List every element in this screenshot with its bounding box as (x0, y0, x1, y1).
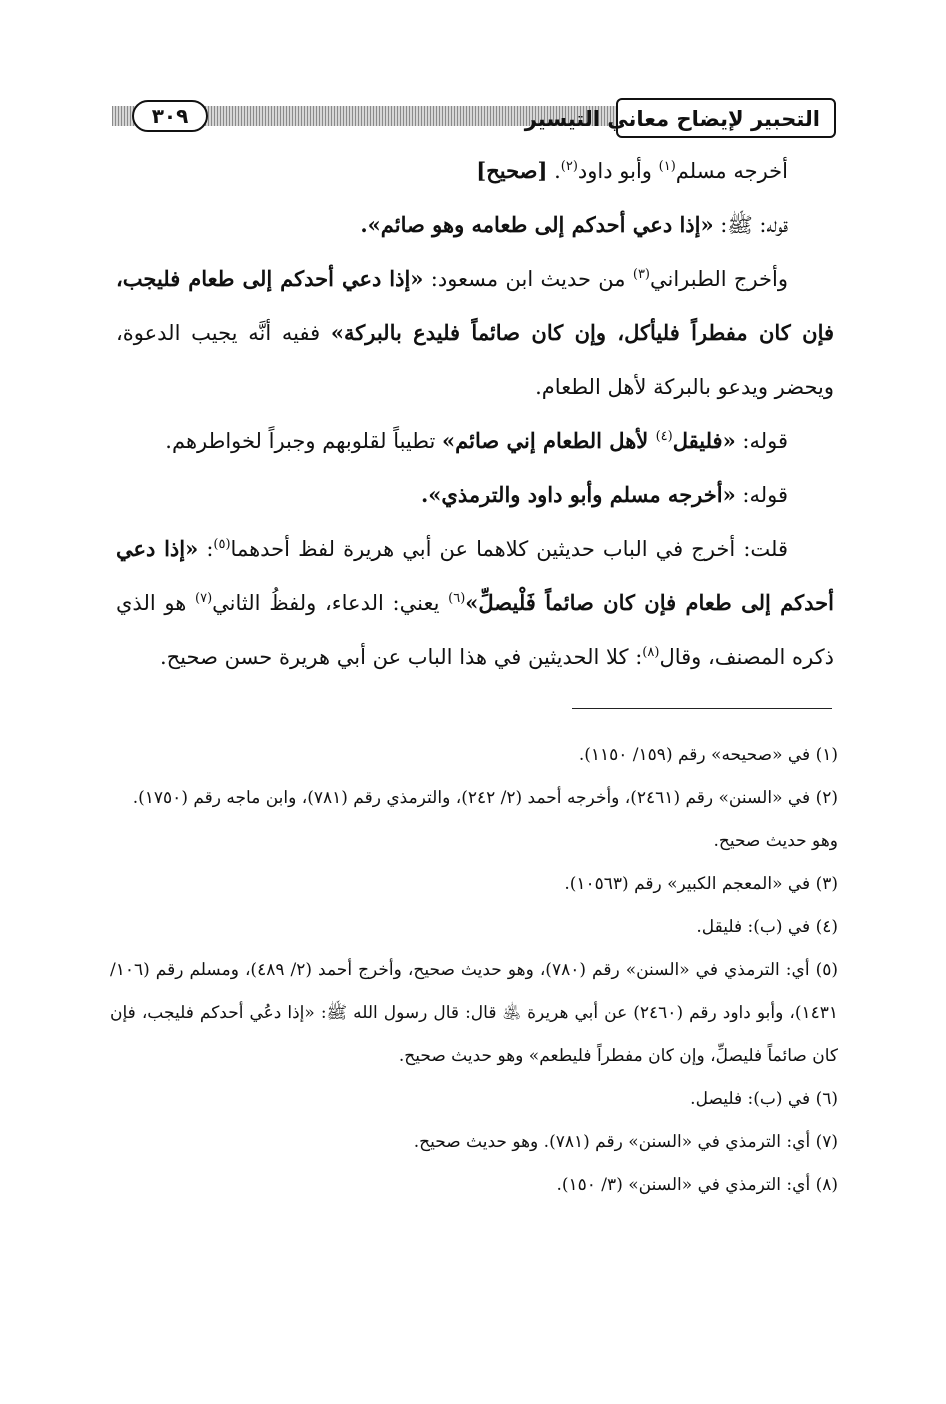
p4-lead: قوله: (735, 429, 788, 453)
footnote-ref: (١) (658, 159, 676, 174)
footnote-1: (١) في «صحيحه» رقم (١٥٩/ ١١٥٠). (578, 745, 838, 765)
footnote-ref: (٦) (448, 591, 466, 606)
main-text (116, 144, 834, 684)
hadith-quote: «إذا دعي أحدكم إلى طعام فإن كان صائماً فَلْيصلِّ» (116, 536, 834, 615)
footnote-ref: (٤) (655, 429, 673, 444)
footnote-5: (٥) أي: الترمذي في «السنن» رقم (٧٨٠)، وهو حديث صحيح، وأخرج أحمد (٢/ ٤٨٩)، ومسلم رقم (١٠٦/ ١٤٣١)، وأبو داود رقم (٢٤٦٠) عن أبي هريرة ﵁ قال: قال رسول الله ﷺ: «إذا دعُي أحدكم فليجب، فإن كان صائماً فليصلِّ، وإن كان مفطراً فليطعم» وهو حديث صحيح. (110, 960, 838, 1066)
paragraph-6 (116, 522, 834, 684)
footnote-8: (٨) أي: الترمذي في «السنن» (٣/ ١٥٠). (556, 1175, 838, 1195)
paragraph-4 (116, 414, 834, 468)
footnote-ref: (٢) (560, 159, 578, 174)
p6-lead: قلت: أخرج في الباب حديثين كلاهما عن أبي هريرة لفظ أحدهما (230, 537, 789, 561)
page-number: ٣٠٩ (151, 104, 189, 128)
p3-end: ففيه أنَّه يجيب الدعوة، ويحضر ويدعو بالبركة لأهل الطعام. (116, 321, 834, 399)
page-header (112, 98, 836, 146)
p6-colon: : (198, 537, 214, 561)
book-title: التحبير لإيضاح معاني التيسير (524, 107, 820, 131)
paragraph-3 (116, 252, 834, 414)
hadith-quote: «فليقل (672, 428, 736, 453)
p1-end: . (547, 159, 561, 183)
hadith-quote: «أخرجه مسلم وأبو داود والترمذي». (420, 482, 736, 507)
hadith-quote: «إذا دعي أحدكم إلى طعام فليجب، فإن كان مفطراً فليأكل، وإن كان صائماً فليدع بالبركة» (116, 266, 835, 345)
footnote-ref: (٥) (213, 537, 231, 552)
footnote-3: (٣) في «المعجم الكبير» رقم (١٠٥٦٣). (564, 874, 838, 894)
p3-lead: وأخرج الطبراني (650, 267, 788, 291)
p6-mid2: هو الذي ذكره المصنف، وقال (116, 591, 834, 669)
p1-mid: وأبو داود (577, 159, 659, 183)
hadith-quote: «إذا دعي أحدكم إلى طعامه وهو صائم». (360, 212, 714, 237)
header-title-frame (524, 98, 836, 138)
page-number-frame (132, 100, 208, 132)
hadith-grade: [صحيح] (476, 158, 548, 183)
footnote-7: (٧) أي: الترمذي في «السنن» رقم (٧٨١). وهو حديث صحيح. (413, 1132, 838, 1152)
p3-mid: من حديث ابن مسعود: (423, 267, 633, 291)
p6-end: : كلا الحديثين في هذا الباب عن أبي هريرة حسن صحيح. (159, 645, 643, 669)
footnote-6: (٦) في (ب): فليصل. (690, 1089, 838, 1109)
footnote-4: (٤) في (ب): فليقل. (696, 917, 838, 937)
paragraph-2 (116, 198, 834, 252)
footnote-ref: (٧) (195, 591, 213, 606)
p6-mid: يعني: الدعاء، ولفظُ الثاني (212, 591, 449, 615)
footnote-separator (572, 708, 832, 709)
p1-text: أخرجه مسلم (675, 159, 788, 183)
hadith-quote: لأهل الطعام إني صائم» (442, 428, 656, 453)
footnote-ref: (٨) (642, 645, 660, 660)
p4-end: تطيباً لقلوبهم وجبراً لخواطرهم. (165, 429, 443, 453)
footnotes (110, 734, 838, 1207)
p5-lead: قوله: (735, 483, 788, 507)
p2-lead: قوله: ﷺ: (713, 213, 788, 237)
footnote-ref: (٣) (632, 267, 650, 282)
footnote-2: (٢) في «السنن» رقم (٢٤٦١)، وأخرجه أحمد (٢/ ٢٤٢)، والترمذي رقم (٧٨١)، وابن ماجه رقم (١٧٥٠). (132, 788, 838, 808)
footnote-2-note: وهو حديث صحيح. (713, 831, 838, 851)
paragraph-1 (116, 144, 834, 198)
paragraph-5 (116, 468, 834, 522)
